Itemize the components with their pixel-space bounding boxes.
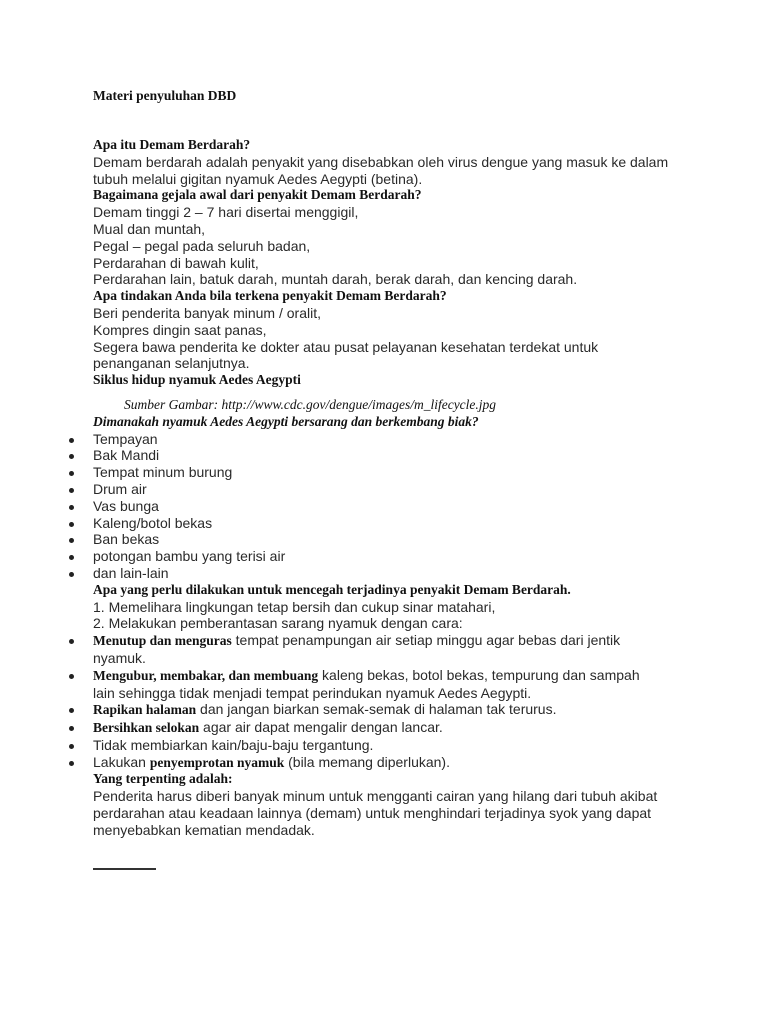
bullet-icon [69, 488, 74, 493]
action-line: Segera bawa penderita ke dokter atau pusat pelayanan kesehatan terdekat untuk penanganan selanjutnya. [93, 338, 599, 372]
section-heading: Apa itu Demam Berdarah? [93, 137, 251, 152]
bullet-icon [69, 744, 74, 749]
spacer [93, 389, 693, 397]
bullet-icon [69, 522, 74, 527]
bullet-icon [69, 674, 74, 679]
prevention-list [93, 632, 663, 771]
list-item: Ban bekas [93, 531, 693, 548]
symptom-line: Perdarahan di bawah kulit, [93, 254, 259, 271]
list-item: dan lain-lain [93, 565, 693, 582]
symptom-line: Mual dan muntah, [93, 220, 206, 237]
prevention-line: 1. Memelihara lingkungan tetap bersih dan cukup sinar matahari, [93, 598, 496, 615]
action-line: Kompres dingin saat panas, [93, 321, 267, 338]
footnote-divider [93, 868, 156, 870]
bullet-icon [69, 761, 74, 766]
bullet-icon [69, 538, 74, 543]
section-heading: Dimanakah nyamuk Aedes Aegypti bersarang dan berkembang biak? [93, 413, 479, 429]
list-item: Tempat minum burung [93, 464, 693, 481]
section-heading: Siklus hidup nyamuk Aedes Aegypti [93, 372, 301, 388]
image-source-caption: Sumber Gambar: http://www.cdc.gov/dengue/images/m_lifecycle.jpg [124, 396, 497, 412]
list-item: Vas bunga [93, 498, 693, 515]
list-item: Rapikan halaman dan jangan biarkan semak-semak di halaman tak terurus. [93, 701, 663, 719]
list-item: Kaleng/botol bekas [93, 515, 693, 532]
breeding-sites-list [93, 431, 693, 582]
list-item: potongan bambu yang terisi air [93, 548, 693, 565]
list-item: Bersihkan selokan agar air dapat mengalir dengan lancar. [93, 719, 663, 737]
bullet-icon [69, 639, 74, 644]
prevention-line: 2. Melakukan pemberantasan sarang nyamuk dengan cara: [93, 615, 463, 632]
symptom-line: Perdarahan lain, batuk darah, muntah darah, berak darah, dan kencing darah. [93, 271, 578, 288]
paragraph: Penderita harus diberi banyak minum untuk mengganti cairan yang hilang dari tubuh akibat perdarahan atau keadaan lainnya (demam) untuk menghindari terjadinya syok yang dapat menyebabkan kematian mendadak. [93, 788, 658, 838]
symptom-line: Demam tinggi 2 – 7 hari disertai menggigil, [93, 204, 359, 221]
section-heading: Apa tindakan Anda bila terkena penyakit Demam Berdarah? [93, 288, 447, 304]
bullet-icon [69, 471, 74, 476]
bullet-icon [69, 555, 74, 560]
bullet-icon [69, 726, 74, 731]
section-heading: Bagaimana gejala awal dari penyakit Demam Berdarah? [93, 187, 422, 203]
list-item: Bak Mandi [93, 447, 693, 464]
bullet-icon [69, 454, 74, 459]
section-heading: Apa yang perlu dilakukan untuk mencegah terjadinya penyakit Demam Berdarah. [93, 581, 571, 597]
document-title: Materi penyuluhan DBD [93, 88, 237, 103]
bullet-icon [69, 572, 74, 577]
list-item: Tidak membiarkan kain/baju-baju tergantung. [93, 737, 663, 754]
list-item: Drum air [93, 481, 693, 498]
bullet-icon [69, 505, 74, 510]
paragraph: Demam berdarah adalah penyakit yang disebabkan oleh virus dengue yang masuk ke dalam tubuh melalui gigitan nyamuk Aedes Aegypti (betina). [93, 153, 669, 187]
bullet-icon [69, 438, 74, 443]
document-body [93, 137, 693, 839]
action-line: Beri penderita banyak minum / oralit, [93, 304, 321, 321]
list-item: Tempayan [93, 431, 693, 448]
bullet-icon [69, 708, 74, 713]
list-item: Lakukan penyemprotan nyamuk (bila memang diperlukan). [93, 754, 663, 772]
section-heading: Yang terpenting adalah: [93, 771, 233, 787]
list-item: Mengubur, membakar, dan membuang kaleng bekas, botol bekas, tempurung dan sampah lain sehingga tidak menjadi tempat perindukan nyamuk Aedes Aegypti. [93, 667, 663, 702]
list-item: Menutup dan menguras tempat penampungan air setiap minggu agar bebas dari jentik nyamuk. [93, 632, 663, 667]
symptom-line: Pegal – pegal pada seluruh badan, [93, 237, 311, 254]
